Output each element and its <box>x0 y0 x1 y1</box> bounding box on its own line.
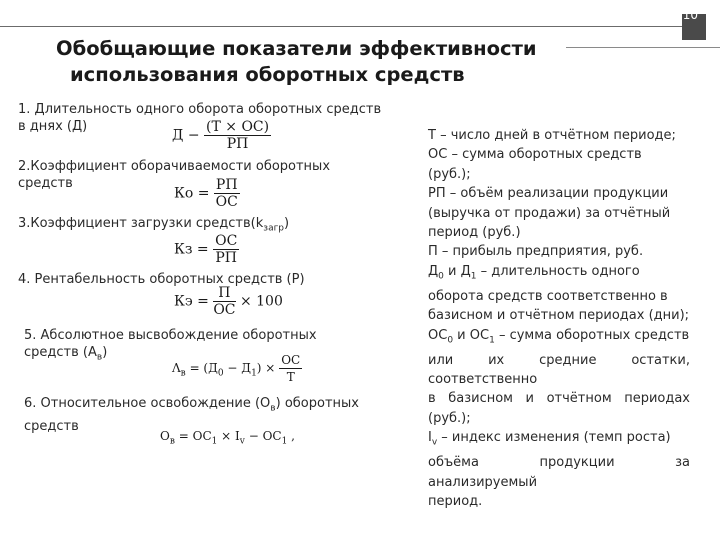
indicator-4-text-a: 4. Рентабельность оборотных средств (Р) <box>18 272 305 287</box>
page-number: 10 <box>682 8 698 22</box>
indicator-6-text-b: средств <box>24 418 79 434</box>
def-line-8 <box>428 262 690 287</box>
def-line-5: (выручка от продажи) за отчётный <box>428 205 671 221</box>
formula-2-numerator: РП <box>215 177 238 193</box>
formula-6-sub-3: 1 <box>281 436 288 447</box>
def-line-3: (руб.); <box>428 166 471 182</box>
def-os1-sub: 1 <box>489 335 495 346</box>
formula-6-sub-o: в <box>169 436 175 447</box>
def-line-12: или их средние остатки, соответственно <box>428 352 690 388</box>
formula-3-lhs: Кз = <box>174 241 209 258</box>
formula-4 <box>174 285 283 318</box>
formula-4-fraction <box>213 285 235 318</box>
def-d0-sub: 0 <box>438 271 444 282</box>
def-d1-sub: 1 <box>470 271 477 282</box>
formula-3 <box>174 233 239 266</box>
def-line-16: период. <box>428 494 483 510</box>
formula-5-mid2: − Д <box>223 361 252 375</box>
def-iv-desc: – индекс изменения (темп роста) <box>437 430 671 446</box>
def-os0-sub: 0 <box>447 335 454 346</box>
title-line-1: Обобщающие показатели эффективности <box>56 37 537 60</box>
title-underline <box>566 47 720 48</box>
def-iv-sub: v <box>431 437 438 448</box>
formula-5-lhs-sub: в <box>180 368 186 379</box>
formula-5-numerator: ОС <box>281 353 301 367</box>
formula-6 <box>160 429 295 446</box>
indicator-5-subscript: в <box>96 352 103 363</box>
def-line-9: оборота средств соответственно в <box>428 288 668 304</box>
formula-5 <box>172 352 302 385</box>
formula-6-rest: = ОС <box>174 429 212 443</box>
indicator-1-text-a: 1. Длительность одного оборота оборотных средств <box>18 102 382 117</box>
def-line-10: базисном и отчётном периодах (дни); <box>428 308 690 324</box>
formula-6-sub-1: 1 <box>211 436 218 447</box>
indicator-6-text-a-post: ) оборотных <box>275 396 359 411</box>
indicator-3-text-tail: ) <box>284 216 290 231</box>
formula-5-sub-0: 0 <box>217 368 224 379</box>
formula-1-numerator: (Т × ОС) <box>206 119 270 135</box>
def-line-7: П – прибыль предприятия, руб. <box>428 244 644 260</box>
indicator-5-text-b-pre: средств (А <box>24 345 97 360</box>
indicator-2-text-a: 2.Коэффициент оборачиваемости оборотных <box>18 159 331 174</box>
formula-6-rest2: × I <box>217 429 240 443</box>
formula-2 <box>174 177 240 210</box>
definitions-block <box>428 126 690 512</box>
def-line-15: объёма продукции за анализируемый <box>428 455 690 490</box>
indicator-2-text-b: средств <box>18 176 73 191</box>
def-line-6: период (руб.) <box>428 225 521 241</box>
def-os-desc: – сумма оборотных средств <box>494 327 690 343</box>
def-d0: Д <box>428 263 439 279</box>
indicator-3-text-a: 3.Коэффициент загрузки средств(k <box>18 216 264 231</box>
formula-5-mid: = (Д <box>185 361 218 375</box>
formula-6-rest4: , <box>287 429 295 443</box>
indicator-5-text-b-post: ) <box>102 345 108 360</box>
formula-6-rest3: − ОС <box>244 429 282 443</box>
formula-6-sub-2: v <box>239 436 245 447</box>
def-line-4: РП – объём реализации продукции <box>428 186 669 202</box>
indicator-1-text-b: в днях (Д) <box>18 119 88 134</box>
formula-2-fraction <box>214 177 240 210</box>
def-line-1: Т – число дней в отчётном периоде; <box>428 128 676 143</box>
def-line-14 <box>428 428 690 453</box>
formula-3-fraction <box>213 233 239 266</box>
def-line-13: в базисном и отчётном периодах (руб.); <box>428 391 690 426</box>
indicator-3 <box>18 215 289 238</box>
formula-3-denominator: РП <box>215 250 238 266</box>
def-os1: и ОС <box>453 327 490 343</box>
def-d-desc: – длительность одного <box>476 263 640 279</box>
def-line-11 <box>428 326 690 351</box>
formula-2-denominator: ОС <box>215 194 238 210</box>
def-line-2: ОС – сумма оборотных средств <box>428 147 642 163</box>
formula-6-o: О <box>160 429 170 443</box>
formula-1 <box>172 119 271 152</box>
formula-1-denominator: РП <box>226 136 249 152</box>
formula-5-denominator: Т <box>286 370 295 384</box>
formula-1-fraction <box>204 119 271 152</box>
formula-4-numerator: П <box>213 285 235 302</box>
formula-4-lhs: Кэ = <box>174 293 209 310</box>
indicator-3-subscript: загр <box>263 223 285 234</box>
formula-3-numerator: ОС <box>215 233 238 249</box>
indicator-6-subscript: в <box>270 403 276 414</box>
def-iv: I <box>428 430 432 446</box>
indicator-6-text-a-pre: 6. Относительное освобождение (О <box>24 396 271 411</box>
slide-title <box>56 36 616 88</box>
formula-5-sub-1: 1 <box>251 368 257 379</box>
def-d1: и Д <box>443 263 471 279</box>
formula-5-mid3: ) × <box>256 361 276 375</box>
formula-5-lhs: Λ <box>172 361 181 375</box>
title-line-2: использования оборотных средств <box>70 63 465 86</box>
formula-5-fraction <box>279 352 302 385</box>
formula-1-lhs: Д − <box>172 127 200 144</box>
def-os0: ОС <box>428 327 448 343</box>
formula-2-lhs: Ко = <box>174 185 210 202</box>
formula-4-tail: × 100 <box>239 293 283 310</box>
header-rule <box>0 26 686 27</box>
indicator-5-text-a: 5. Абсолютное высвобождение оборотных <box>24 328 317 343</box>
formula-4-denominator: ОС <box>213 302 236 318</box>
